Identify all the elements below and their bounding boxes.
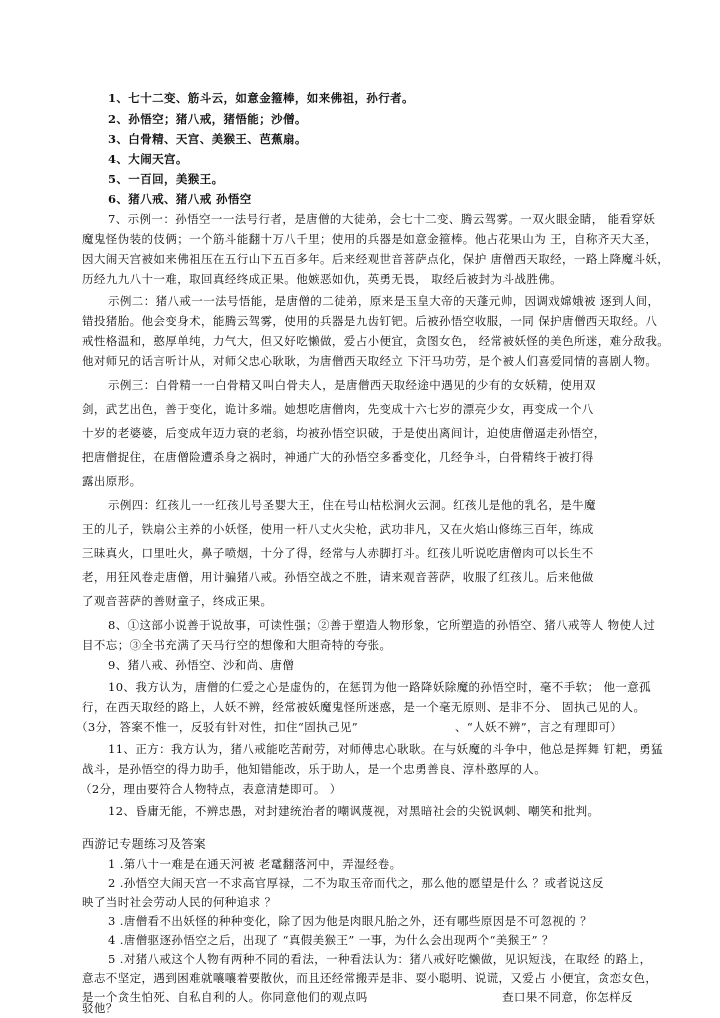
- example-3-line-4: 把唐僧捉住，在唐僧险遭杀身之祸时，神通广大的孙悟空多番变化，几经争斗，白骨精终于被打得: [82, 450, 594, 464]
- answer-4: 4、大闹天宫。: [108, 152, 188, 166]
- answer-11-line-2: 战斗，是孙悟空的得力助手，他知错能改，乐于助人，是一个忠勇善良、淳朴憨厚的人。: [82, 762, 547, 776]
- question-1: 1 .第八十一难是在通天河被 老鼋翻落河中，弄湿经卷。: [108, 857, 402, 871]
- question-3: 3 .唐僧看不出妖怪的种种变化，除了因为他是肉眼凡胎之外，还有哪些原因是不可忽视的 ？: [108, 914, 592, 928]
- question-5-line-3-right: 查口果不同意，你怎样反: [502, 990, 633, 1004]
- answer-7-line-2: 魔鬼怪伪装的伎俩；一个筋斗能翻十万八千里；使用的兵器是如意金箍棒。他占花果山为 王，自称齐天大圣，: [82, 232, 658, 246]
- example-3-line-1: 示例三：白骨精一一白骨精又叫白骨夫人，是唐僧西天取经途中遇见的少有的女妖精，使用双: [108, 378, 596, 392]
- answer-10-note-left: （3分，答案不惟一，反驳有针对性，扣住“固执己见”: [76, 720, 359, 734]
- answer-2: 2、孙悟空；猪八戒，猪悟能；沙僧。: [108, 112, 307, 126]
- answer-10-line-2: 行，在西天取经的路上，人妖不辨，经常被妖魔鬼怪所迷惑，是一个毫无原则、是非不分、 固执己见的人。: [82, 700, 646, 714]
- question-5-line-2: 意志不坚定，遇到困难就嚷嚷着要散伙，而且还经常搬弄是非、耍小聪明、说谎，又爱占 小便宜，贪恋女色，: [82, 971, 658, 985]
- question-2-line-1: 2 .孙悟空大闹天宫一不求高官厚禄，二不为取玉帝而代之，那么他的愿望是什么 ？或者说这反: [108, 876, 604, 890]
- answer-12: 12、昏庸无能，不辨忠愚，对封建统治者的嘲讽蔑视，对黑暗社会的尖锐讽刺、嘲笑和批判。: [108, 804, 600, 818]
- answer-7-line-3: 因大闹天宫被如来佛祖压在五行山下五百多年。后来经观世音菩萨点化，保护 唐僧西天取经，一路上降魔斗妖，: [82, 252, 670, 266]
- question-2-line-2: 映了当时社会劳动人民的何种追求 ？: [82, 895, 277, 909]
- answer-6: 6、猪八戒、猪八戒 孙悟空: [108, 192, 252, 206]
- answer-10-line-1: 10、我方认为，唐僧的仁爱之心是虚伪的，在惩罚为他一路降妖除魔的孙悟空时，毫不手软； 他一意孤: [108, 680, 652, 694]
- answer-1: 1、七十二变、筋斗云，如意金箍棒，如来佛祖，孙行者。: [108, 91, 414, 105]
- example-2-line-2: 错投猪胎。他会变身术，能腾云驾雾，使用的兵器是九齿钉钯。后被孙悟空收服，一同 保护唐僧西天取经。八: [82, 314, 658, 328]
- section-title: 西游记专题练习及答案: [82, 837, 207, 851]
- answer-8-line-1: 8、①这部小说善于说故事，可读性强；②善于塑造人物形象，它所塑造的孙悟空、猪八戒等人 物使人过: [108, 618, 656, 632]
- answer-7-line-1: 7、示例一：孙悟空一一法号行者，是唐僧的大徒弟，会七十二变、腾云驾雾。一双火眼金睛， 能看穿妖: [108, 212, 656, 226]
- example-2-line-3: 戒性格温和，憨厚单纯，力气大，但又好吃懒做，爱占小便宜，贪图女色， 经常被妖怪的美色所迷，难分敌我。: [82, 334, 670, 348]
- answer-10-note-right: 、“人妖不辨”，言之有理即可）: [455, 720, 623, 734]
- example-4-line-1: 示例四：红孩儿一一红孩儿号圣婴大王，住在号山枯松涧火云洞。红孩儿是他的乳名，是牛魔: [108, 498, 596, 512]
- answer-8-line-2: 目不忘；③全书充满了天马行空的想像和大胆奇特的夸张。: [82, 638, 392, 652]
- answer-9: 9、猪八戒、孙悟空、沙和尚、唐僧: [108, 658, 295, 672]
- example-3-line-2: 剑，武艺出色，善于变化，诡计多端。她想吃唐僧肉，先变成十六七岁的漂亮少女，再变成一个八: [82, 402, 594, 416]
- question-5-line-3: 是一个贪生怕死、自私自利的人。你同意他们的观点吗: [82, 990, 368, 1004]
- answer-3: 3、白骨精、天宫、美猴王、芭蕉扇。: [108, 132, 307, 146]
- example-3-line-5: 露出原形。: [82, 474, 142, 488]
- answer-5: 5、一百回，美猴王。: [108, 172, 224, 186]
- answer-11-note: （2分，理由要符合人物特点，表意清楚即可。 ）: [80, 782, 342, 796]
- example-2-line-1: 示例二：猪八戒一一法号悟能，是唐僧的二徒弟，原来是玉皇大帝的天蓬元帅，因调戏嫦娥被 逐到人间，: [108, 294, 660, 308]
- answer-11-line-1: 11、正方：我方认为，猪八戒能吃苦耐劳，对师傅忠心耿耿。在与妖魔的斗争中，他总是挥舞 钉耙，勇猛: [108, 742, 663, 756]
- question-4: 4 .唐僧驱逐孙悟空之后，出现了 “真假美猴王” 一事，为什么会出现两个“美猴王” ？: [108, 933, 554, 947]
- example-4-line-4: 老，用狂风卷走唐僧，用计骗猪八戒。孙悟空战之不胜，请来观音菩萨，收服了红孩儿。后来他做: [82, 570, 594, 584]
- example-2-line-4: 他对师兄的话言听计从，对师父忠心耿耿，为唐僧西天取经立 下汗马功劳，是个被人们喜爱同情的喜剧人物。: [82, 354, 658, 368]
- question-5-line-4: 驳他？: [82, 1001, 118, 1015]
- example-4-line-5: 了观音菩萨的善财童子，终成正果。: [82, 594, 273, 608]
- question-5-line-1: 5 .对猪八戒这个人物有两种不同的看法，一种看法认为：猪八戒好吃懒做，见识短浅，在取经 的路上，: [108, 952, 652, 966]
- example-4-line-2: 王的儿子，铁扇公主养的小妖怪，使用一杆八丈火尖枪，武功非凡，又在火焰山修练三百年，练成: [82, 522, 594, 536]
- example-4-line-3: 三昧真火，口里吐火，鼻子喷烟，十分了得，经常与人赤脚打斗。红孩儿听说吃唐僧肉可以长生不: [82, 546, 594, 560]
- answer-7-line-4: 历经九九八十一难，取回真经终成正果。他嫉恶如仇，英勇无畏， 取经后被封为斗战胜佛。: [82, 272, 563, 286]
- example-3-line-3: 十岁的老婆婆，后变成年迈力衰的老翁，均被孙悟空识破，于是使出离间计，迫使唐僧逼走孙悟空，: [82, 426, 606, 440]
